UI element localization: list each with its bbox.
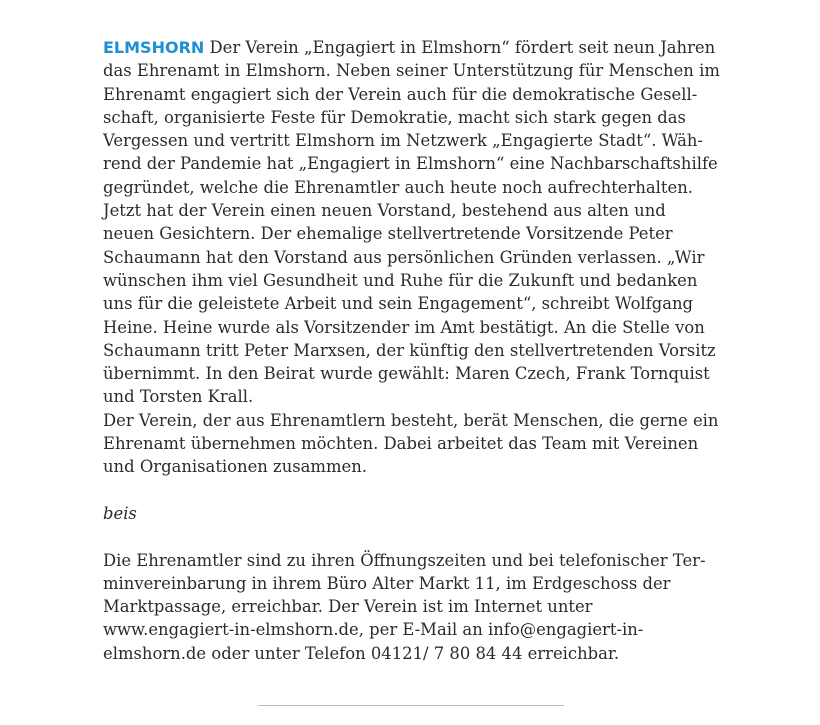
paragraph-spacer	[103, 479, 723, 502]
article-line: das Ehrenamt in Elmshorn. Neben seiner Unterstützung für Menschen im	[103, 61, 720, 81]
article-line: Jetzt hat der Verein einen neuen Vorstand, bestehend aus alten und	[103, 201, 666, 221]
author-initials: beis	[103, 503, 137, 523]
article-first-line-text: Der Verein „Engagiert in Elmshorn“ fördert seit neun Jahren	[204, 38, 716, 57]
dateline: ELMSHORN	[103, 38, 205, 57]
article-line: uns für die geleistete Arbeit und sein Engagement“, schreibt Wolfgang	[103, 294, 694, 314]
info-line: elmshorn.de oder unter Telefon 04121/ 7 80 84 44 erreichbar.	[103, 643, 620, 663]
article-first-line	[103, 36, 723, 59]
article-line: rend der Pandemie hat „Engagiert in Elmshorn“ eine Nachbarschaftshilfe	[103, 154, 718, 174]
article-line: Heine. Heine wurde als Vorsitzender im Amt bestätigt. An die Stelle von	[103, 317, 705, 337]
info-line: Die Ehrenamtler sind zu ihren Öffnungszeiten und bei telefonischer Ter-	[103, 550, 706, 570]
article-line: Ehrenamt übernehmen möchten. Dabei arbeitet das Team mit Vereinen	[103, 434, 699, 454]
article-line: übernimmt. In den Beirat wurde gewählt: Maren Czech, Frank Tornquist	[103, 364, 710, 384]
info-line: www.engagiert-in-elmshorn.de, per E-Mail an info@engagiert-in-	[103, 620, 644, 640]
article-line: und Torsten Krall.	[103, 387, 254, 407]
paragraph-spacer	[103, 525, 723, 548]
article-body	[103, 36, 723, 665]
article-line: Ehrenamt engagiert sich der Verein auch für die demokratische Gesell-	[103, 84, 698, 104]
article-line: Schaumann hat den Vorstand aus persönlichen Gründen verlassen. „Wir	[103, 247, 705, 267]
info-line: minvereinbarung in ihrem Büro Alter Markt 11, im Erdgeschoss der	[103, 573, 671, 593]
article-line: und Organisationen zusammen.	[103, 457, 367, 477]
bottom-divider	[258, 705, 564, 706]
article-line: gegründet, welche die Ehrenamtler auch heute noch aufrechterhalten.	[103, 177, 693, 197]
article-line: Der Verein, der aus Ehrenamtlern besteht, berät Menschen, die gerne ein	[103, 410, 719, 430]
article-line: wünschen ihm viel Gesundheit und Ruhe für die Zukunft und bedanken	[103, 270, 698, 290]
article-line: neuen Gesichtern. Der ehemalige stellvertretende Vorsitzende Peter	[103, 224, 673, 244]
article-line: schaft, organisierte Feste für Demokratie, macht sich stark gegen das	[103, 107, 686, 127]
article-line: Vergessen und vertritt Elmshorn im Netzwerk „Engagierte Stadt“. Wäh-	[103, 131, 703, 151]
info-line: Marktpassage, erreichbar. Der Verein ist im Internet unter	[103, 597, 593, 617]
article-line: Schaumann tritt Peter Marxsen, der künftig den stellvertretenden Vorsitz	[103, 340, 716, 360]
